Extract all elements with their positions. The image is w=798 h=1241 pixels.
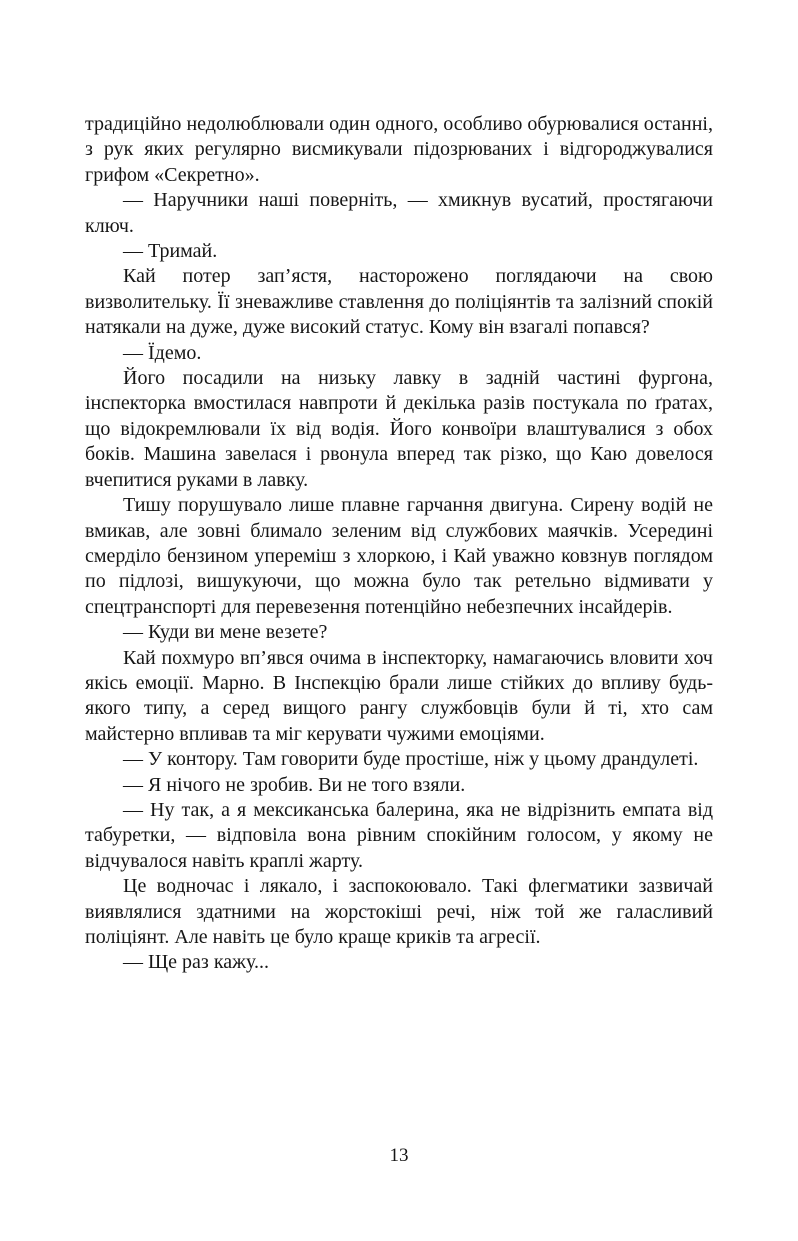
paragraph: — У контору. Там говорити буде простіше, ніж у цьому драндулеті. [123, 748, 699, 771]
paragraph: Кай похмуро вп’явся очима в інспекторку, намагаючись вловити хоч якісь емоції. Марно. В Інспекцію брали лише стійких до впливу будь-якого типу, а серед вищого рангу службовців були й ті, хто сам майстерно впливав та міг керувати чужими емоціями. [85, 646, 713, 745]
paragraph: традиційно недолюблювали один одного, особливо обурювалися останні, з рук яких регулярно висмикували підозрюваних і відгороджувалися грифом «Секретно». [85, 113, 713, 186]
paragraph: Тишу порушувало лише плавне гарчання двигуна. Сирену водій не вмикав, але зовні блимало зеленим від службових маячків. Усередині смерділо бензином упереміш з хлоркою, і Кай уважно ковзнув поглядом по підлозі, вишукуючи, що можна було так ретельно відмивати у спецтранспорті для перевезення потенційно небезпечних інсайдерів. [85, 494, 713, 618]
paragraph: — Їдемо. [123, 341, 202, 364]
paragraph: Кай потер зап’ястя, насторожено поглядаючи на свою визволительку. Її зневажливе ставлення до поліціянтів та залізний спокій натякали на дуже, дуже високий статус. Кому він взагалі попався? [85, 265, 713, 339]
paragraph: — Куди ви мене везете? [123, 621, 328, 644]
paragraph: Це водночас і лякало, і заспокоювало. Такі флегматики зазвичай виявлялися здатними на жорстокіші речі, ніж той же галасливий поліціянт. Але навіть це було краще криків та агресії. [85, 875, 713, 948]
paragraph: — Наручники наші поверніть, — хмикнув вусатий, простягаючи ключ. [85, 189, 713, 237]
paragraph: Його посадили на низьку лавку в задній частині фургона, інспекторка вмостилася навпроти й декілька разів постукала по ґратах, що відокремлювали їх від водія. Його конвоїри влаштувалися з обох боків. Машина завелася і рвонула вперед так різко, що Каю довелося вчепитися руками в лавку. [85, 367, 713, 491]
paragraph: — Я нічого не зробив. Ви не того взяли. [123, 773, 466, 796]
paragraph: — Тримай. [123, 240, 218, 263]
page-text [85, 112, 713, 976]
paragraph: — Ну так, а я мексиканська балерина, яка не відрізнить емпата від табуретки, — відповіла вона рівним спокійним голосом, у якому не відчувалося навіть краплі жарту. [85, 798, 713, 872]
paragraph: — Ще раз кажу... [123, 951, 269, 974]
page-number: 13 [389, 1145, 409, 1166]
